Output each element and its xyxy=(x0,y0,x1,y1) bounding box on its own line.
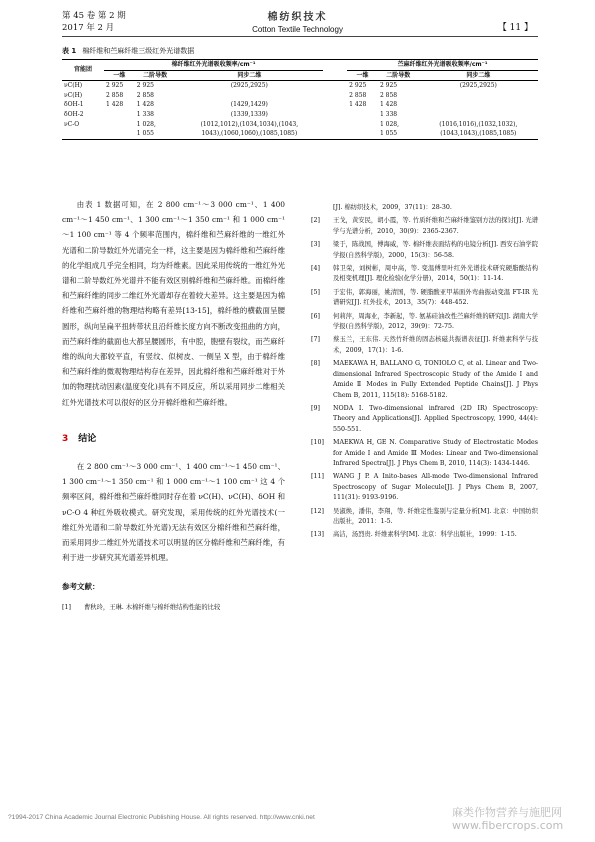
reference-item xyxy=(62,603,285,613)
table-caption xyxy=(62,46,194,56)
cell: 1 055 xyxy=(379,130,398,138)
reference-text: 何莉萍，周海业，李新起，等. 氨基硅油改性苎麻纤维的研究[J]. 湖南大学学报(自然科学版)，2012，39(9)：72-75. xyxy=(333,312,538,331)
cell xyxy=(104,129,135,139)
date-line: 2017 年 2 月 xyxy=(62,23,115,33)
cell xyxy=(176,91,324,101)
cell: 1 338 xyxy=(136,110,154,118)
reference-item xyxy=(311,264,538,285)
reference-item xyxy=(311,438,538,469)
cell: 1 028, xyxy=(379,120,400,128)
conclusion-paragraph: 在 2 800 cm⁻¹～3 000 cm⁻¹、1 400 cm⁻¹～1 450 cm⁻¹、1 300 cm⁻¹～1 350 cm⁻¹ 和 1 000 cm⁻¹～1 100 cm⁻¹ 这 4 个频率区间，棉纤维和苎麻纤维同时存在着 νC(H)、νC(H)、δOH 和 νC-O 4 种红外吸收模式。研究发现，采用传统的红外光谱技术(一维红外光谱和二阶导数红外光谱)无法有效区分棉纤维和苎麻纤维，而采用同步二维红外光谱技术可以明显的区分棉纤维和苎麻纤维，有利于进一步研究其光谱差异机理。 xyxy=(62,462,285,563)
page-number: 【 11 】 xyxy=(497,23,533,33)
cell xyxy=(347,129,378,139)
cell xyxy=(419,91,538,101)
table-row xyxy=(62,120,538,130)
cell xyxy=(104,110,135,120)
ramie-2nd-deriv-header: 二阶导数 xyxy=(386,71,411,79)
journal-english-title: Cotton Textile Technology xyxy=(252,25,343,34)
cell: 1 428 xyxy=(349,101,367,109)
reference-text: 于宏伟，郭海丽，姚清国，等. 硬脂酸亚甲基面外弯曲振动变温 FT-IR 光谱研究[J]. 红外技术，2013，35(7)：448-452. xyxy=(333,288,538,307)
cell: 2 858 xyxy=(106,91,124,99)
reference-text: [J]. 棉纺织技术，2009，37(11)：28-30. xyxy=(333,204,452,211)
reference-item xyxy=(311,404,538,435)
cell: (1016,1016),(1032,1032), xyxy=(439,120,518,128)
cell: (1339,1339) xyxy=(230,110,268,118)
functional-group: νC(H) xyxy=(64,91,83,99)
cell xyxy=(104,120,135,130)
cell: 2 858 xyxy=(379,91,398,99)
reference-text: 梁于，陈战国，傅海威，等. 棉纤维表面结构的电镜分析[J]. 西安石油学院学报(自然科学版)，2000，15(3)：56-58. xyxy=(333,241,538,259)
section-number: 3 xyxy=(62,433,69,444)
table-label: 表 1 xyxy=(62,47,77,55)
table-row xyxy=(62,81,538,91)
reference-item xyxy=(311,240,538,261)
watermark-url: www.fibercrops.com xyxy=(452,819,564,832)
reference-number: [7] xyxy=(311,336,320,344)
reference-text: MAEKWA H, GE N. Comparative Study of Electrostatic Modes for Amide Ⅰ and Amide Ⅲ Modes: Linear and Two-dimensional Infrared Spectra[J]. J Phys Chem B, 2010, 114(3): 1434-1446. xyxy=(333,439,538,467)
cell xyxy=(347,120,378,130)
cell: (2925,2925) xyxy=(459,82,497,90)
functional-group: νC-O xyxy=(64,120,80,128)
cotton-2nd-deriv-header: 二阶导数 xyxy=(143,71,168,79)
cell xyxy=(347,110,378,120)
reference-item xyxy=(311,530,538,540)
references-title: 参考文献： xyxy=(62,582,100,592)
reference-number: [1] xyxy=(62,603,71,611)
reference-item xyxy=(311,312,538,333)
cell: 2 858 xyxy=(136,91,154,99)
cell: 2 858 xyxy=(349,91,367,99)
col-functional-group: 官能团 xyxy=(62,60,104,81)
reference-text: WANG J P. A Inito-bases All-mode Two-dimensional Infrared Spectroscopy of Sugar Molecule[J]. J Phys Chem B, 2007, 111(31): 9193-9196. xyxy=(333,473,538,502)
table-row xyxy=(62,129,538,139)
cell: 2 925 xyxy=(349,82,367,90)
functional-group xyxy=(62,129,104,139)
reference-number: [13] xyxy=(311,531,324,539)
reference-item xyxy=(311,216,538,237)
reference-number: [10] xyxy=(311,439,324,447)
cell: 1 055 xyxy=(136,130,154,138)
reference-item xyxy=(311,203,538,213)
reference-number: [9] xyxy=(311,404,320,412)
reference-text: 王戈，黄安民，胡小霞，等. 竹质纤维和苎麻纤维鉴别方法的探讨[J]. 光谱学与光谱分析，2010，30(9)：2365-2367. xyxy=(333,217,538,235)
reference-text: 蔡玉兰，王东伟. 天然竹纤维的固态核磁共振谱表征[J]. 纤维素科学与技术，2009，17(1)：1-6. xyxy=(333,336,538,354)
ramie-1d-header: 一维 xyxy=(356,71,369,79)
journal-logo: 棉纺织技术 xyxy=(267,12,328,23)
header-divider xyxy=(62,36,538,37)
volume-line: 第 45 卷 第 2 期 xyxy=(62,11,126,21)
reference-text: 曹秋玲，王琳. 木棉纤维与棉纤维结构性能的比较 xyxy=(84,603,221,611)
functional-group: δOH-2 xyxy=(64,110,84,118)
cell: 1043),(1060,1060),(1085,1085) xyxy=(201,130,298,138)
reference-item xyxy=(311,507,538,528)
reference-number: [5] xyxy=(311,288,320,296)
functional-group: δOH-1 xyxy=(64,101,84,109)
reference-number: [3] xyxy=(311,241,320,249)
right-column-references xyxy=(311,203,538,544)
cell xyxy=(419,110,538,120)
cell: 1 428 xyxy=(379,101,398,109)
cell: (1012,1012),(1034,1034),(1043, xyxy=(200,120,299,128)
copyright-footer: ?1994-2017 China Academic Journal Electronic Publishing House. All rights reserved. http://www.cnki.net xyxy=(8,814,315,821)
left-column xyxy=(62,197,285,616)
reference-item xyxy=(311,335,538,356)
table-row xyxy=(62,110,538,120)
cell: 1 338 xyxy=(379,110,398,118)
cell: 2 925 xyxy=(106,82,124,90)
table-row xyxy=(62,100,538,110)
reference-number: [12] xyxy=(311,507,324,515)
cell: (1043,1043),(1085,1085) xyxy=(440,130,517,138)
reference-text: 高洁，汤烈贵. 纤维素科学[M]. 北京：科学出版社，1999：1-15. xyxy=(333,531,517,539)
reference-number: [11] xyxy=(311,473,324,481)
reference-item xyxy=(311,359,538,401)
reference-number xyxy=(311,203,333,213)
reference-number: [2] xyxy=(311,217,320,225)
cotton-sync-2d-header: 同步二维 xyxy=(237,71,262,79)
cell: 2 925 xyxy=(379,82,398,90)
body-paragraph-1: 由表 1 数据可知，在 2 800 cm⁻¹～3 000 cm⁻¹、1 400 cm⁻¹～1 450 cm⁻¹、1 300 cm⁻¹～1 350 cm⁻¹ 和 1 000 cm⁻¹～1 100 cm⁻¹ 等 4 个频率范围内，棉纤维和苎麻纤维的一维红外光谱和二阶导数红外光谱完全一样，这主要是因为棉纤维和苎麻纤维的化学组成几乎完全相同，均为纤维素。因此采用传统的一维红外光谱和二阶导数红外光谱并不能有效区别棉纤维和苎麻纤维。而棉纤维和苎麻纤维的同步二维红外光谱却存在着较大差异。这主要是因为棉纤维和苎麻纤维的物理结构略有差异[13-15]，棉纤维的横截面呈腰圆形，纵向呈扁平扭转带状且沿纤维长度方向不断改变扭曲的方向，而苎麻纤维的截面也大都呈腰圆形，有中腔，胞壁有裂纹，而苎麻纤维的纵向大都较平直，有竖纹、似树皮、一侧呈 X 型，由于棉纤维和苎麻纤维的微观物理结构存在差异，因此棉纤维和苎麻纤维对于外加的物理扰动因素(温度变化)具有不同反应，所以采用同步二维相关红外光谱技术可以很好的区分开棉纤维和苎麻纤维。 xyxy=(62,200,285,407)
reference-text: 吴淑焕，潘伟，李翔，等. 纤维定性鉴别与定量分析[M]. 北京：中国纺织出版社，2011：1-5. xyxy=(333,507,538,525)
reference-item xyxy=(311,288,538,309)
cell xyxy=(419,100,538,110)
table-caption-text: 棉纤维和苎麻纤维三级红外光谱数据 xyxy=(82,47,195,55)
cotton-1d-header: 一维 xyxy=(113,71,126,79)
cell: 1 028, xyxy=(136,120,156,128)
table-row xyxy=(62,91,538,101)
reference-number: [6] xyxy=(311,312,320,320)
functional-group: νC(H) xyxy=(64,82,83,90)
reference-text: 韩卫荣，刘树彬，周中高，等. 变温傅里叶红外光谱技术研究硬脂酸结构及相变机理[J]. 理化检验(化学分册)，2014，50(1)：11-14. xyxy=(333,265,538,283)
cell: (1429,1429) xyxy=(230,101,268,109)
ramie-group-header: 苎麻纤维红外光谱吸收频率/cm⁻¹ xyxy=(347,60,538,71)
section-heading xyxy=(62,432,285,447)
site-watermark xyxy=(452,806,563,832)
cell: 1 428 xyxy=(106,101,124,109)
ir-spectra-table xyxy=(62,59,538,140)
cell: 1 428 xyxy=(136,101,154,109)
cell: (2925,2925) xyxy=(230,82,268,90)
ramie-sync-2d-header: 同步二维 xyxy=(466,71,491,79)
section-title: 结论 xyxy=(78,433,97,444)
reference-text: NODA I. Two-dimensional infrared (2D IR) Spectroscopy: Theory and Applications[J]. Applied Spectroscopy, 1990, 44(4): 550-551. xyxy=(333,404,538,433)
reference-item xyxy=(311,472,538,503)
reference-number: [8] xyxy=(311,360,320,368)
reference-number: [4] xyxy=(311,265,320,273)
reference-text: MAEKAWA H, BALLANO G, TONIOLO C, et al. Linear and Two-dimensional Infrared Spectroscopic Study of the Amide Ⅰ and Amide Ⅱ Modes in Fully Extended Peptide Chains[J]. J Phys Chem B, 2011, 115(18): 5168-5182. xyxy=(333,360,538,399)
cotton-group-header: 棉纤维红外光谱吸收频率/cm⁻¹ xyxy=(104,60,323,71)
watermark-cn: 麻类作物营养与施肥网 xyxy=(452,806,562,819)
cell: 2 925 xyxy=(136,82,154,90)
